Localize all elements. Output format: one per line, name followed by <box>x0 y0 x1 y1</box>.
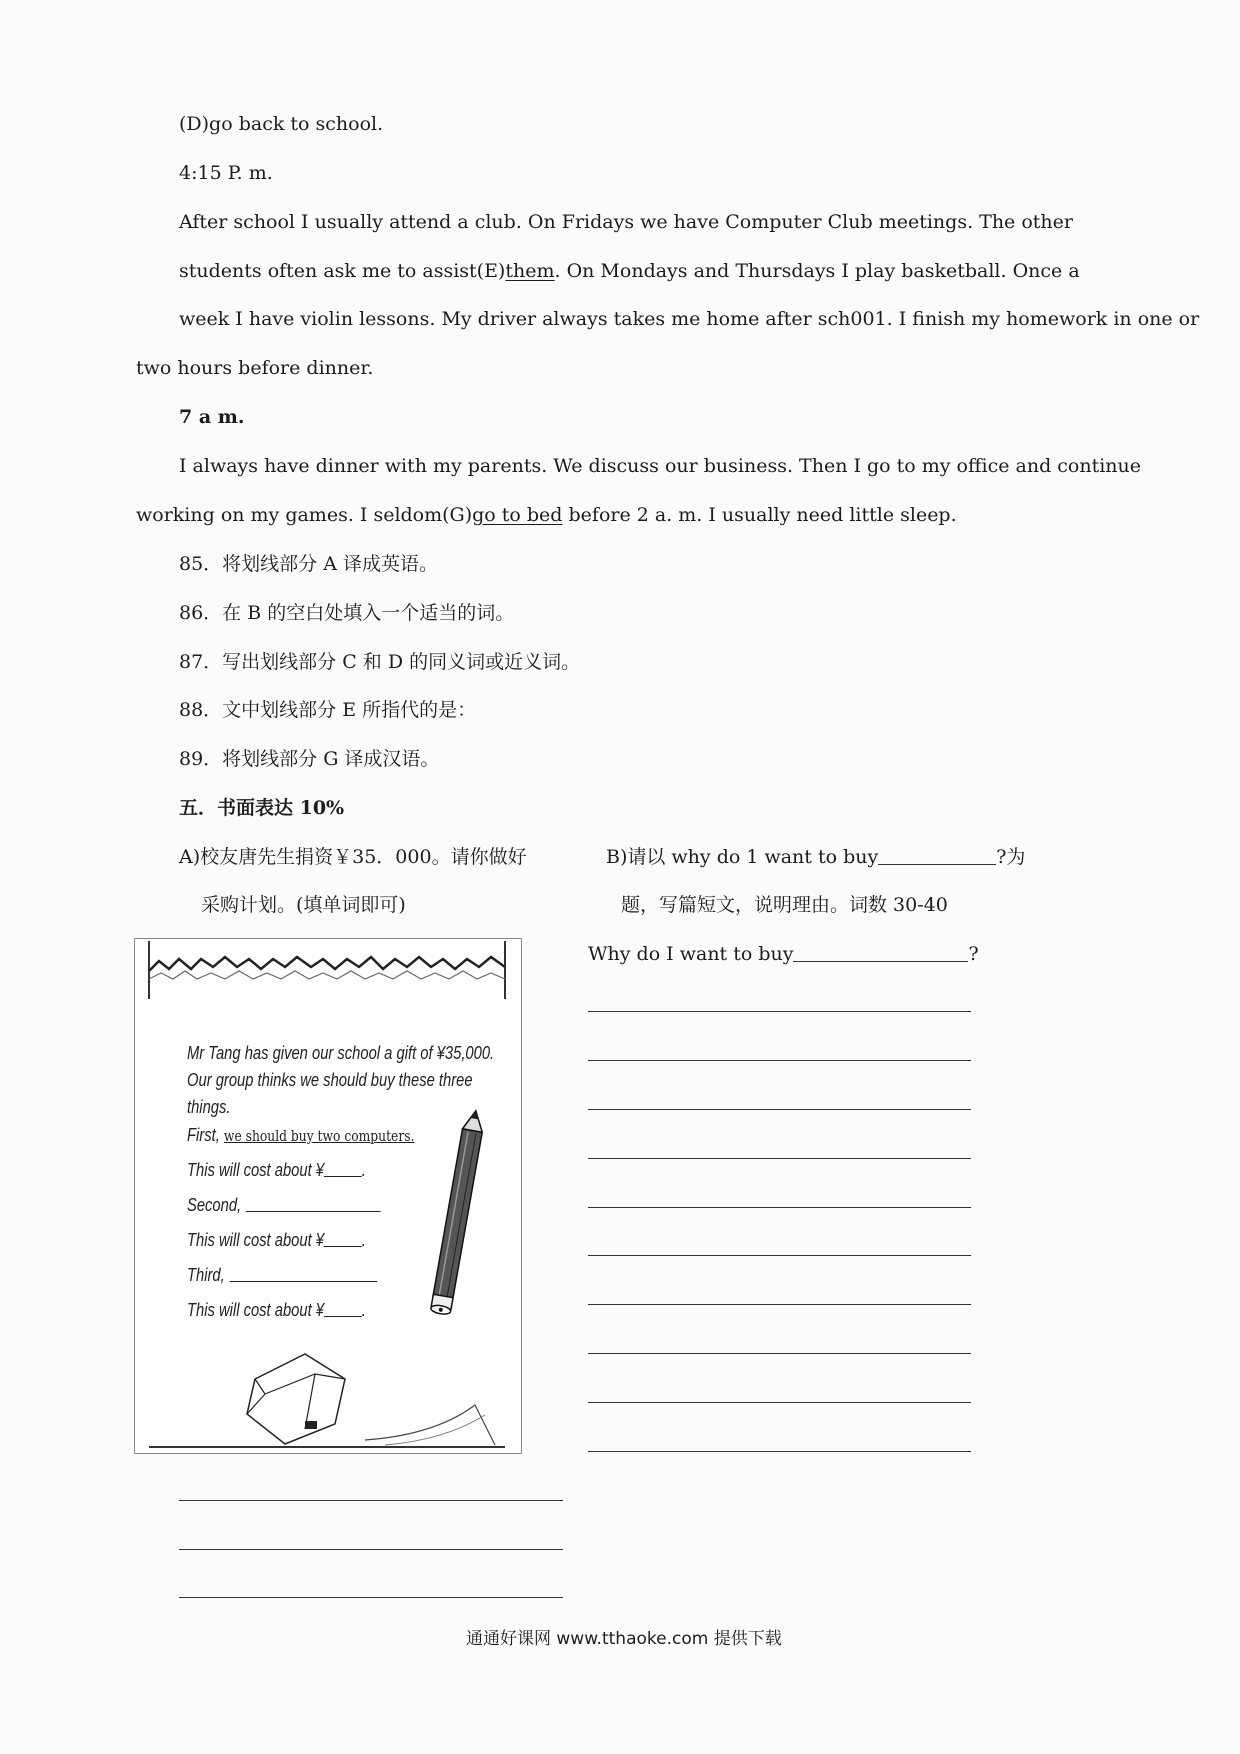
cost-label-2: This will cost about ¥ <box>187 1230 325 1250</box>
figure-line2: Our group thinks we should buy these three <box>187 1070 473 1090</box>
prompt-blank[interactable] <box>793 943 968 962</box>
second-blank[interactable] <box>246 1195 380 1212</box>
writing-line[interactable] <box>588 1255 971 1256</box>
underlined-e-them: them <box>505 260 555 282</box>
torn-paper-edge <box>135 939 522 999</box>
time-415-text: 4:15 P. m. <box>179 162 273 184</box>
passage-p2-line2-pre: working on my games. I seldom(G) <box>136 504 473 526</box>
cost-blank-3[interactable] <box>324 1300 362 1317</box>
figure-cost-1: This will cost about ¥ . <box>187 1160 366 1180</box>
writing-line[interactable] <box>588 1060 971 1061</box>
figure-first <box>187 1125 414 1146</box>
figure-line1: Mr Tang has given our school a gift of ¥35,000. <box>187 1043 495 1063</box>
task-b-line1-post: ?为 <box>996 846 1026 868</box>
cost-blank-1[interactable] <box>324 1160 362 1177</box>
passage-p1-line1: After school I usually attend a club. On Fridays we have Computer Club meetings. The other <box>179 211 1073 233</box>
writing-line[interactable] <box>588 1158 971 1159</box>
third-blank[interactable] <box>230 1265 378 1282</box>
figure-second <box>187 1195 381 1216</box>
question-89: 89．将划线部分 G 译成汉语。 <box>179 748 440 770</box>
passage-p2-line2 <box>136 504 957 527</box>
passage-p1-line2-post: . On Mondays and Thursdays I play basketball. Once a <box>554 260 1080 282</box>
task-b-line2: 题，写篇短文，说明理由。词数 30-40 <box>621 894 948 916</box>
writing-line[interactable] <box>588 1402 971 1403</box>
figure-line3: things. <box>187 1097 231 1117</box>
passage-p1-line3: week I have violin lessons. My driver always takes me home after sch001. I finish my homework in one or <box>179 308 1200 330</box>
second-label: Second, <box>187 1195 242 1215</box>
time-heading-415 <box>179 162 273 185</box>
question-86: 86．在 B 的空白处填入一个适当的词。 <box>179 602 515 624</box>
first-label: First, <box>187 1125 220 1145</box>
writing-line-left[interactable] <box>179 1500 563 1501</box>
underlined-g-go-to-bed: go to bed <box>472 504 563 526</box>
writing-line[interactable] <box>588 1451 971 1452</box>
passage-p2-line2-post: before 2 a. m. I usually need little sleep. <box>562 504 957 526</box>
writing-prompt <box>588 943 979 966</box>
cost-blank-2[interactable] <box>324 1230 362 1247</box>
passage-p1-line4: two hours before dinner. <box>136 357 374 379</box>
footer-text: 通通好课网 www.tthaoke.com 提供下载 <box>466 1629 782 1649</box>
task-a-line1: A)校友唐先生捐资￥35．000。请你做好 <box>179 846 527 868</box>
time-heading-7: 7 a m. <box>179 406 245 428</box>
writing-line[interactable] <box>588 1011 971 1012</box>
writing-line[interactable] <box>588 1207 971 1208</box>
page-curl-lines <box>135 1385 522 1454</box>
figure-cost-3: This will cost about ¥ . <box>187 1300 366 1320</box>
writing-line[interactable] <box>588 1304 971 1305</box>
task-a-line2: 采购计划。(填单词即可) <box>201 894 406 916</box>
passage-p1-line2 <box>179 260 1080 283</box>
cost-label-3: This will cost about ¥ <box>187 1300 325 1320</box>
question-85: 85．将划线部分 A 译成英语。 <box>179 553 438 575</box>
figure-cost-2: This will cost about ¥ . <box>187 1230 366 1250</box>
passage-line-d: (D)go back to school. <box>179 113 384 135</box>
question-87: 87．写出划线部分 C 和 D 的同义词或近义词。 <box>179 651 581 673</box>
figure-third <box>187 1265 377 1286</box>
task-b-line1-pre: B)请以 why do 1 want to buy <box>606 846 879 868</box>
writing-prompt-pre: Why do I want to buy <box>588 943 794 965</box>
purchase-plan-figure <box>134 938 522 1454</box>
question-88: 88．文中划线部分 E 所指代的是： <box>179 699 477 721</box>
cost-label-1: This will cost about ¥ <box>187 1160 325 1180</box>
writing-line[interactable] <box>588 1109 971 1110</box>
section-title: 五．书面表达 10% <box>179 797 345 819</box>
writing-line-left[interactable] <box>179 1597 563 1598</box>
writing-prompt-post: ? <box>968 943 979 965</box>
passage-p2-line1: I always have dinner with my parents. We discuss our business. Then I go to my office and continue <box>179 455 1142 477</box>
first-answer: we should buy two computers. <box>223 1127 415 1145</box>
task-b-line1 <box>606 846 1025 869</box>
title-blank[interactable] <box>878 846 996 865</box>
third-label: Third, <box>187 1265 225 1285</box>
writing-line[interactable] <box>588 1353 971 1354</box>
writing-line-left[interactable] <box>179 1549 563 1550</box>
pencil-icon <box>415 1109 495 1349</box>
passage-p1-line2-pre: students often ask me to assist(E) <box>179 260 506 282</box>
